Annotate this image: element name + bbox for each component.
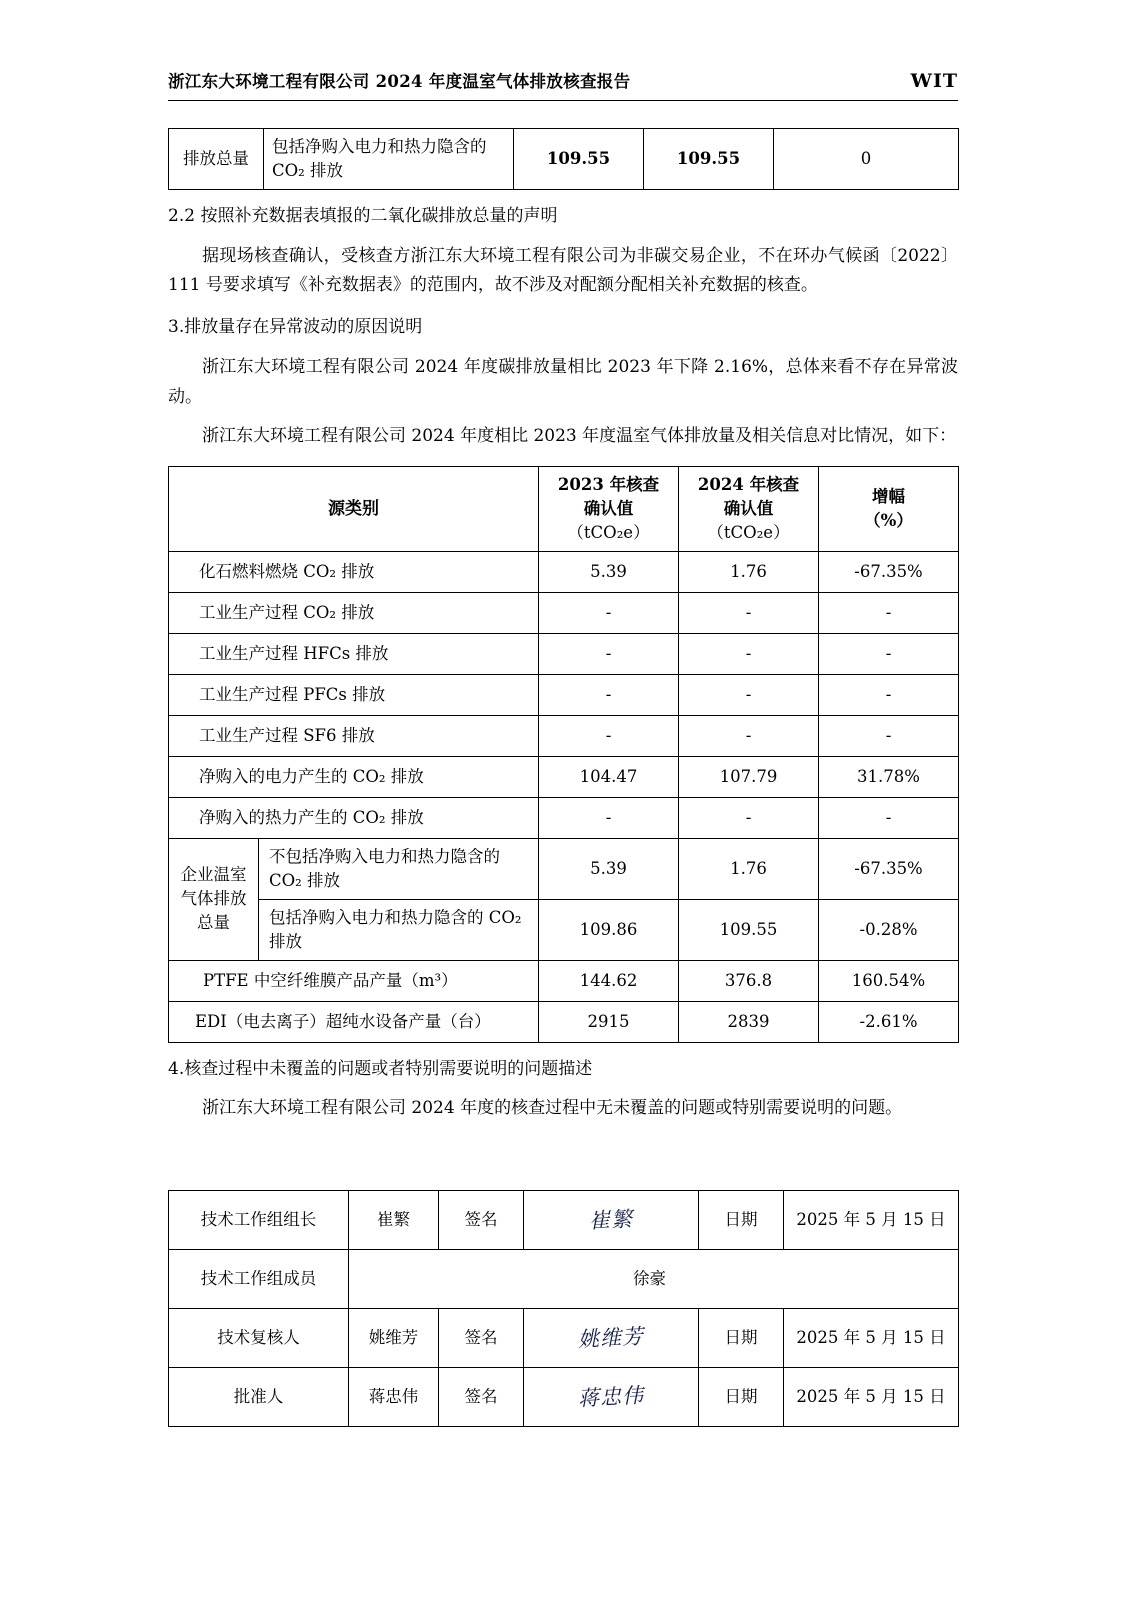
- row-label: 化石燃料燃烧 CO₂ 排放: [169, 551, 539, 592]
- signature-table: [168, 1190, 959, 1427]
- cell-2023: -: [539, 797, 679, 838]
- cell-2024: -: [679, 674, 819, 715]
- cell-2024: 1.76: [679, 838, 819, 899]
- table-row: [169, 674, 959, 715]
- date-value: 2025 年 5 月 15 日: [784, 1309, 959, 1368]
- cell-2024: 107.79: [679, 756, 819, 797]
- cell-2023: -: [539, 674, 679, 715]
- cell-2024: 109.55: [679, 899, 819, 960]
- row-group-label-total: 企业温室气体排放总量: [169, 838, 259, 960]
- table-header-row: [169, 467, 959, 552]
- cell-growth: -: [819, 592, 959, 633]
- cell-growth: 160.54%: [819, 960, 959, 1001]
- cell-growth: -: [819, 715, 959, 756]
- header-2024: [679, 467, 819, 552]
- table-row-total-2: [169, 899, 959, 960]
- handwritten-signature: 姚维芳: [577, 1324, 645, 1352]
- header-2023: [539, 467, 679, 552]
- table-row: [169, 551, 959, 592]
- header-growth-line1: 增幅: [872, 487, 905, 507]
- role-label: 技术复核人: [169, 1309, 349, 1368]
- cell-2023: 5.39: [539, 551, 679, 592]
- header-source-category: 源类别: [169, 467, 539, 552]
- header-2023-line1: 2023 年核查: [557, 475, 660, 495]
- table-row: [169, 592, 959, 633]
- signature-row-approver: [169, 1368, 959, 1427]
- date-value: 2025 年 5 月 15 日: [784, 1191, 959, 1250]
- section-2-2-body: 据现场核查确认，受核查方浙江东大环境工程有限公司为非碳交易企业，不在环办气候函〔2022〕111 号要求填写《补充数据表》的范围内，故不涉及对配额分配相关补充数据的核查。: [168, 245, 958, 296]
- signature-row-reviewer: [169, 1309, 959, 1368]
- row-label: 净购入的热力产生的 CO₂ 排放: [169, 797, 539, 838]
- sign-label: 签名: [439, 1309, 524, 1368]
- cell-2023: -: [539, 633, 679, 674]
- cell-2023: 2915: [539, 1001, 679, 1042]
- role-label: 批准人: [169, 1368, 349, 1427]
- signature-image: [524, 1368, 699, 1427]
- table-row: [169, 129, 959, 190]
- section-2-2-title: 2.2 按照补充数据表填报的二氧化碳排放总量的声明: [168, 205, 558, 226]
- spacer: [168, 1124, 958, 1164]
- cell-2024: -: [679, 797, 819, 838]
- table-row: [169, 756, 959, 797]
- row-label: 工业生产过程 SF6 排放: [169, 715, 539, 756]
- table-row: [169, 960, 959, 1001]
- date-label: 日期: [699, 1191, 784, 1250]
- section-3-body-2: 浙江东大环境工程有限公司 2024 年度相比 2023 年度温室气体排放量及相关信息对比情况，如下：: [202, 426, 957, 447]
- cell-2023: 5.39: [539, 838, 679, 899]
- cell-growth: -0.28%: [819, 899, 959, 960]
- signature-image: [524, 1309, 699, 1368]
- table-row: [169, 633, 959, 674]
- header-growth: [819, 467, 959, 552]
- cell-growth: -67.35%: [819, 838, 959, 899]
- value-2023: 109.55: [514, 129, 644, 190]
- row-label: 不包括净购入电力和热力隐含的 CO₂ 排放: [259, 838, 539, 899]
- handwritten-signature: 崔繁: [588, 1206, 634, 1233]
- table-row: [169, 797, 959, 838]
- date-value: 2025 年 5 月 15 日: [784, 1368, 959, 1427]
- row-label: 净购入的电力产生的 CO₂ 排放: [169, 756, 539, 797]
- cell-2023: 104.47: [539, 756, 679, 797]
- header-2023-line2: 确认值: [583, 499, 634, 519]
- person-name: 徐豪: [349, 1250, 959, 1309]
- row-label: PTFE 中空纤维膜产品产量（m³）: [169, 960, 539, 1001]
- cell-growth: -: [819, 674, 959, 715]
- handwritten-signature: 蒋忠伟: [577, 1383, 645, 1411]
- date-label: 日期: [699, 1368, 784, 1427]
- header-2024-line1: 2024 年核查: [697, 475, 800, 495]
- role-label: 技术工作组组长: [169, 1191, 349, 1250]
- signature-image: [524, 1191, 699, 1250]
- person-name: 崔繁: [349, 1191, 439, 1250]
- cell-2023: 144.62: [539, 960, 679, 1001]
- signature-row-leader: [169, 1191, 959, 1250]
- cell-growth: -67.35%: [819, 551, 959, 592]
- row-label: 包括净购入电力和热力隐含的 CO₂ 排放: [259, 899, 539, 960]
- cell-2023: -: [539, 592, 679, 633]
- page-header: [168, 68, 958, 92]
- cell-2023: 109.86: [539, 899, 679, 960]
- table-row: [169, 1001, 959, 1042]
- section-4-body: 浙江东大环境工程有限公司 2024 年度的核查过程中无未覆盖的问题或特别需要说明的问题。: [202, 1098, 903, 1119]
- cell-growth: -: [819, 797, 959, 838]
- document-content: [168, 128, 958, 1427]
- cell-growth: -2.61%: [819, 1001, 959, 1042]
- row-label: 工业生产过程 HFCs 排放: [169, 633, 539, 674]
- row-label: 工业生产过程 PFCs 排放: [169, 674, 539, 715]
- signature-row-member: [169, 1250, 959, 1309]
- person-name: 蒋忠伟: [349, 1368, 439, 1427]
- row-label: 工业生产过程 CO₂ 排放: [169, 592, 539, 633]
- comparison-table: [168, 466, 959, 1042]
- row-label-emission-total: 排放总量: [169, 129, 264, 190]
- date-label: 日期: [699, 1309, 784, 1368]
- sign-label: 签名: [439, 1191, 524, 1250]
- section-3-title: 3.排放量存在异常波动的原因说明: [168, 317, 423, 338]
- sign-label: 签名: [439, 1368, 524, 1427]
- cell-2024: -: [679, 592, 819, 633]
- header-title: 浙江东大环境工程有限公司 2024 年度温室气体排放核查报告: [168, 72, 631, 91]
- cell-2024: 1.76: [679, 551, 819, 592]
- cell-growth: -: [819, 633, 959, 674]
- section-3-body-1: 浙江东大环境工程有限公司 2024 年度碳排放量相比 2023 年下降 2.16%，总体来看不存在异常波动。: [168, 356, 958, 407]
- cell-2024: -: [679, 715, 819, 756]
- header-2024-line3: （tCO₂e）: [707, 522, 790, 542]
- cell-growth: 31.78%: [819, 756, 959, 797]
- emission-total-table: [168, 128, 959, 190]
- cell-2024: -: [679, 633, 819, 674]
- cell-2024: 2839: [679, 1001, 819, 1042]
- header-mark: WIT: [910, 70, 958, 92]
- header-2023-line3: （tCO₂e）: [567, 522, 650, 542]
- value-diff: 0: [774, 129, 959, 190]
- cell-2024: 376.8: [679, 960, 819, 1001]
- row-desc-including-purchased: 包括净购入电力和热力隐含的 CO₂ 排放: [264, 129, 514, 190]
- table-row-total-1: [169, 838, 959, 899]
- header-2024-line2: 确认值: [723, 499, 774, 519]
- person-name: 姚维芳: [349, 1309, 439, 1368]
- section-4-title: 4.核查过程中未覆盖的问题或者特别需要说明的问题描述: [168, 1058, 593, 1079]
- role-label: 技术工作组成员: [169, 1250, 349, 1309]
- header-divider: [168, 100, 958, 101]
- value-2024: 109.55: [644, 129, 774, 190]
- cell-2023: -: [539, 715, 679, 756]
- header-growth-line2: （%）: [864, 510, 913, 530]
- table-row: [169, 715, 959, 756]
- row-label: EDI（电去离子）超纯水设备产量（台）: [169, 1001, 539, 1042]
